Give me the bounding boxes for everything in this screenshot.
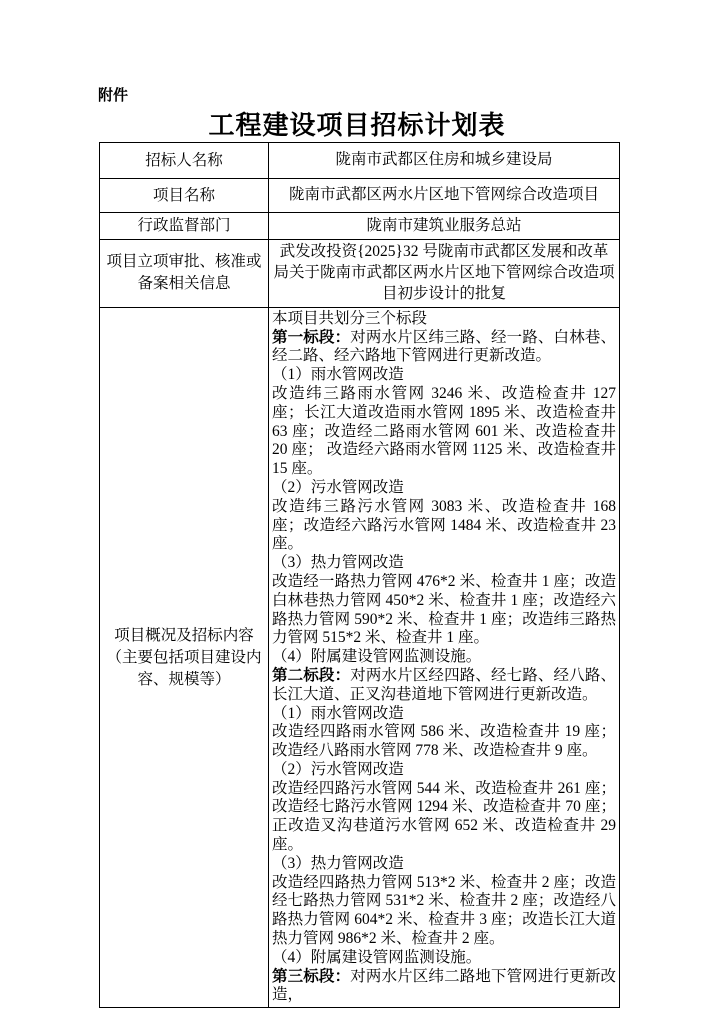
row-value-project-name: 陇南市武都区两水片区地下管网综合改造项目 (269, 179, 620, 213)
section-heading: 第一标段： (272, 328, 351, 346)
overview-paragraph: 改造经一路热力管网 476*2 米、检查井 1 座；改造白林巷热力管网 450*2 米、检查井 1 座；改造经六路热力管网 590*2 米、检查井 1 座；改造纬三路热力管网 515*2 米、检查井 1 座。 (272, 572, 616, 647)
row-value-tenderer-name: 陇南市武都区住房和城乡建设局 (269, 143, 620, 179)
section-heading: 第二标段： (272, 666, 351, 684)
overview-paragraph: （1）雨水管网改造 (272, 704, 404, 722)
row-value-supervisory-department: 陇南市建筑业服务总站 (269, 213, 620, 240)
row-value-approval-info: 武发改投资{2025}32 号陇南市武都区发展和改革局关于陇南市武都区两水片区地下管网综合改造项目初步设计的批复 (269, 240, 620, 308)
attachment-label: 附件 (98, 88, 129, 104)
overview-paragraph: （4）附属建设管网监测设施。 (272, 948, 482, 966)
row-label-approval-info: 项目立项审批、核准或备案相关信息 (100, 240, 269, 308)
overview-paragraph: （1）雨水管网改造 (272, 366, 404, 384)
table-row (100, 307, 620, 1007)
page-title: 工程建设项目招标计划表 (208, 111, 506, 140)
overview-paragraph: （3）热力管网改造 (272, 854, 404, 872)
overview-paragraph: （2）污水管网改造 (272, 760, 404, 778)
overview-paragraph: 第三标段：对两水片区纬二路地下管网进行更新改造， (272, 967, 616, 1004)
overview-paragraph: 改造经四路雨水管网 586 米、改造检查井 19 座； 改造经八路雨水管网 778 米、改造检查井 9 座。 (272, 723, 616, 760)
overview-paragraph: 改造经四路污水管网 544 米、改造检查井 261 座；改造经七路污水管网 1294 米、改造检查井 70 座；正改造叉沟巷道污水管网 652 米、改造检查井 29 座。 (272, 779, 616, 854)
overview-paragraph: 本项目共划分三个标段 (272, 309, 428, 327)
overview-paragraph: （3）热力管网改造 (272, 554, 404, 572)
overview-paragraph: （4）附属建设管网监测设施。 (272, 648, 482, 666)
table-row (100, 143, 620, 179)
section-heading: 第三标段： (272, 967, 351, 985)
row-label-supervisory-department: 行政监督部门 (100, 213, 269, 240)
bidding-plan-table (99, 142, 620, 1008)
table-row (100, 179, 620, 213)
row-value-project-overview (269, 307, 620, 1007)
overview-paragraph: 第二标段：对两水片区经四路、经七路、经八路、长江大道、正叉沟巷道地下管网进行更新改造。 (272, 666, 616, 703)
overview-paragraph: 第一标段：对两水片区纬三路、经一路、白林巷、经二路、经六路地下管网进行更新改造。 (272, 328, 616, 365)
row-label-project-name: 项目名称 (100, 179, 269, 213)
overview-paragraph: （2）污水管网改造 (272, 478, 404, 496)
table-row (100, 240, 620, 308)
table-row (100, 213, 620, 240)
overview-paragraph: 改造纬三路雨水管网 3246 米、改造检查井 127 座；长江大道改造雨水管网 1895 米、改造检查井 63 座；改造经二路雨水管网 601 米、改造检查井 20 座； 改造经六路雨水管网 1125 米、改造检查井 15 座。 (272, 384, 616, 478)
overview-paragraph: 改造经四路热力管网 513*2 米、检查井 2 座；改造经七路热力管网 531*2 米、检查井 2 座；改造经八路热力管网 604*2 米、检查井 3 座；改造长江大道热力管网 986*2 米、检查井 2 座。 (272, 873, 616, 948)
row-label-project-overview: 项目概况及招标内容（主要包括项目建设内容、规模等） (100, 307, 269, 1007)
row-label-tenderer-name: 招标人名称 (100, 143, 269, 179)
overview-paragraph: 改造纬三路污水管网 3083 米、改造检查井 168 座；改造经六路污水管网 1484 米、改造检查井 23 座。 (272, 497, 616, 553)
